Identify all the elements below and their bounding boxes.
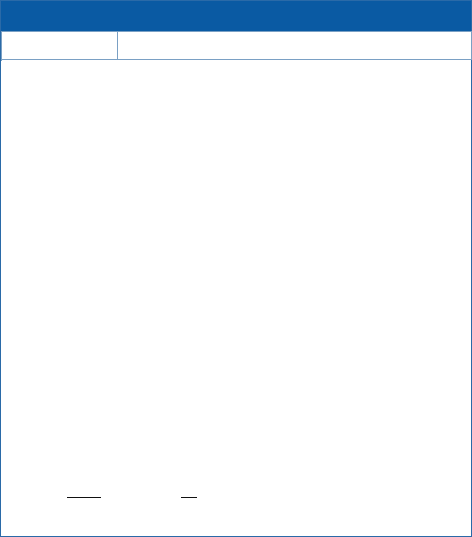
size-column-header: [2, 32, 118, 60]
formula-denominator: [67, 498, 101, 499]
formula-unit: [181, 496, 197, 499]
formula-fraction: [67, 496, 101, 499]
table-title: [1, 1, 471, 31]
joint-width-header: [118, 32, 472, 60]
consumption-grid: [1, 31, 472, 60]
formula-section: [1, 459, 471, 536]
formula-unit-den: [181, 498, 197, 499]
